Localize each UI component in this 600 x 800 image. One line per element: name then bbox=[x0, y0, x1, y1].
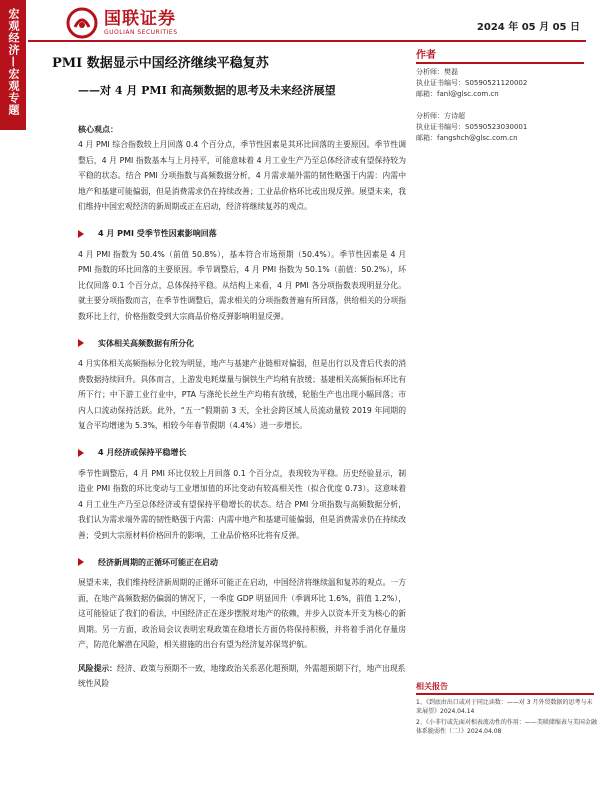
report-body bbox=[78, 124, 406, 692]
section-heading bbox=[78, 446, 406, 460]
author-email[interactable]: 邮箱：fangshch@glsc.com.cn bbox=[416, 134, 518, 142]
section-text: 4 月实体相关高频指标分化较为明显，地产与基建产业链相对偏弱，但是出行以及背后代表的消费数据持续回升。具体而言，上游发电耗煤量与铜铁生产均稍有放缓；基建相关高频指标环比有所下行；中下游工业行业中，PTA 与涤纶长丝生产均稍有放缓，轮胎生产也出现小幅回落；市内人口流动保持活跃。此外，“五一”假期前 3 天，全社会跨区域人员流动量较 2019 年同期的复合平均增速为 5.3%，相较今年春节假期（4.4%）进一步增长。 bbox=[78, 359, 406, 430]
author-analyst: 分析师：樊磊 bbox=[416, 68, 458, 76]
logo-mark-icon bbox=[66, 7, 98, 39]
section-heading-text: 4 月 PMI 受季节性因素影响回落 bbox=[98, 229, 217, 238]
core-view-heading: 核心观点： bbox=[78, 125, 118, 134]
author-license: 执业证书编号：S0590521120002 bbox=[416, 79, 528, 87]
section-heading bbox=[78, 336, 406, 350]
section-heading bbox=[78, 555, 406, 569]
logo-name-cn: 国联证券 bbox=[104, 9, 176, 29]
section-text: 展望未来，我们维持经济新周期的正循环可能正在启动，中国经济将继续温和复苏的观点。一方面，在地产高频数据仍偏弱的情况下，一季度 GDP 明显回升（季调环比 1.6%，前值 1.2%），这可能验证了我们的看法，中国经济正在逐步摆脱对地产的依赖，并步入以资本开支为核心的新周期。另一方面，政治局会议表明宏观政策在稳增长方面仍将保持积极，并将着手消化存量房产，防范化解潜在风险，相关措施的出台有望为经济复苏保驾护航。 bbox=[78, 578, 406, 649]
section-heading-text: 实体相关高频数据有所分化 bbox=[98, 338, 194, 348]
related-report-link[interactable]: 1、《到底由出口或对于同比读数：——对 3 月外贸数据的思考与未来展望》2024.04.14 bbox=[416, 699, 593, 715]
author-license: 执业证书编号：S0590523030001 bbox=[416, 123, 528, 131]
authors-heading: 作者 bbox=[416, 46, 584, 64]
section-text: 季节性调整后，4 月 PMI 环比仅较上月回落 0.1 个百分点，表现较为平稳。历史经验显示，制造业 PMI 指数的环比变动与工业增加值的环比变动有较高相关性（拟合优度 0.73）。这意味着 4 月工业生产乃至总体经济或有望保持平稳增长的状态。结合 PMI 分项指数与高频数据分析，我们认为需求端外需的韧性略强于内需：内需中地产和基建可能偏弱，但是消费需求仍在持续改善；受到大宗原材料价格回升的影响，工业品价格环比将有反弹。 bbox=[78, 468, 406, 540]
header-divider bbox=[28, 40, 586, 42]
author-analyst: 分析师：方诗超 bbox=[416, 112, 465, 120]
author-panel bbox=[416, 46, 594, 144]
section-heading-text: 4 月经济或保持平稳增长 bbox=[98, 448, 187, 457]
report-subtitle: ——对 4 月 PMI 和高频数据的思考及未来经济展望 bbox=[78, 84, 336, 97]
section-arrow-icon bbox=[78, 230, 84, 238]
related-report-link[interactable]: 2、《小非行或先面对相表流动性的作用：——美联储缩表与美国金融体系脆弱性（二）》2024.04.08 bbox=[416, 719, 597, 735]
related-heading: 相关报告 bbox=[416, 681, 594, 695]
related-reports bbox=[416, 681, 598, 738]
report-title: PMI 数据显示中国经济继续平稳复苏 bbox=[52, 56, 269, 71]
risk-warning bbox=[78, 661, 406, 692]
author-email[interactable]: 邮箱：fanl@glsc.com.cn bbox=[416, 90, 499, 98]
section-arrow-icon bbox=[78, 339, 84, 347]
section-arrow-icon bbox=[78, 558, 84, 566]
section-heading bbox=[78, 227, 406, 241]
section-heading-text: 经济新周期的正循环可能正在启动 bbox=[98, 557, 218, 567]
author-card bbox=[416, 67, 594, 100]
section-arrow-icon bbox=[78, 449, 84, 457]
sidebar-category-strip bbox=[0, 0, 26, 130]
company-logo bbox=[66, 6, 226, 40]
risk-label: 风险提示： bbox=[78, 663, 117, 673]
risk-text: 经济、政策与预期不一致，地缘政治关系恶化超预期，外需超预期下行，地产出现系统性风险 bbox=[78, 663, 406, 688]
report-date: 2024 年 05 月 05 日 bbox=[476, 22, 580, 33]
logo-name-en: GUOLIAN SECURITIES bbox=[104, 29, 178, 36]
author-card bbox=[416, 111, 594, 144]
section-text: 4 月 PMI 指数为 50.4%（前值 50.8%），基本符合市场预期（50.4%）。季节性因素是 4 月 PMI 指数的环比回落的主要原因。季节调整后，4 月 PMI 指数为 50.1%（前值：50.2%），环比仅回落 0.1 个百分点，总体保持平稳。从结构上来看，4 月 PMI 各分项指数表现明显分化。就主要分项指数而言，在季节性调整后，需求相关的分项指数普遍有所回落，供给相关的分项指数环比上行，价格指数受到大宗商品价格反弹影响明显反弹。 bbox=[78, 249, 406, 321]
core-view-text: 4 月 PMI 综合指数较上月回落 0.4 个百分点，季节性因素是其环比回落的主要原因。季节性调整后，4 月 PMI 指数基本与上月持平，可能意味着 4 月工业生产乃至总体经济或有望保持较为平稳的状态。结合 PMI 分项指数与高频数据分析，4 月需求端外需的韧性略强于内需：内需中地产和基建可能偏弱，但是消费需求仍在持续改善；工业品价格环比或出现反弹。展望未来，我们维持中国宏观经济的新周期或正在启动，经济将继续复苏的观点。 bbox=[78, 140, 406, 211]
sidebar-category-label: 宏观经济—宏观专题 bbox=[7, 8, 20, 116]
